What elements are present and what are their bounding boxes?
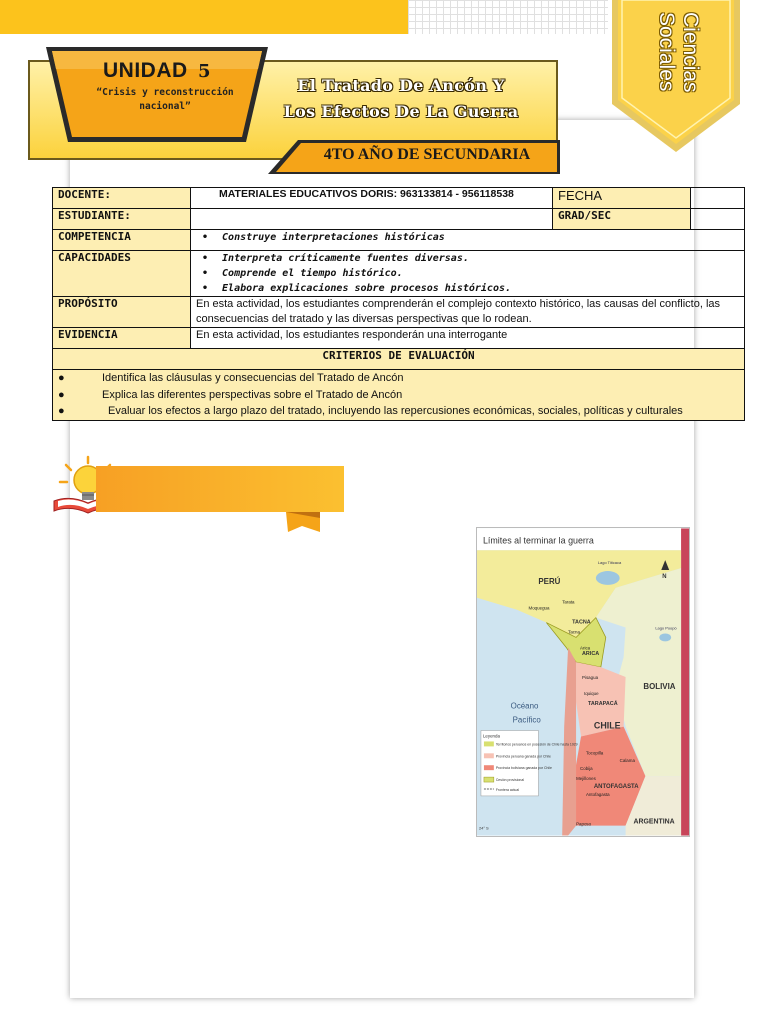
label-tacna: TACNA [572,619,591,626]
title-line2: Los Efectos De La Guerra [283,102,519,121]
capacidad-item: • Elabora explicaciones sobre procesos históricos. [202,281,739,296]
legend-title: Leyenda [482,733,500,739]
fecha-label: FECHA [553,188,691,209]
city-label: Tocopilla [585,750,604,756]
city-label: Tarata [562,599,575,605]
fecha-value[interactable] [691,188,745,209]
subject-line2: Sociales [655,12,678,92]
subject-label [644,8,708,118]
grade-label: 4TO AÑO DE SECUNDARIA [323,146,531,163]
table-row [53,209,745,230]
docente-label: DOCENTE: [53,188,191,209]
city-label: Calama [619,758,635,764]
unidad-number: 5 [198,61,211,82]
north-label: N [662,573,667,580]
competencia-value: • Construye interpretaciones históricas [202,230,739,245]
table-row [53,349,745,370]
evidencia-label: EVIDENCIA [53,328,191,349]
docente-value[interactable]: MATERIALES EDUCATIVOS DORIS: 963133814 - 956118538 [191,188,553,209]
war-boundaries-map [476,527,690,837]
estudiante-label: ESTUDIANTE: [53,209,191,230]
label-arica: ARICA [582,651,600,658]
orange-ribbon [96,466,346,536]
criterio-item [58,370,739,387]
top-yellow-stripe [0,0,408,34]
gradsec-value[interactable] [691,209,745,230]
legend-item: Provincia peruana ganada por Chile [495,754,551,759]
legend-item: Territorios peruanos en posesión de Chile hasta 1929 [495,742,578,747]
lake-label: Lago Titicaca [597,560,622,566]
table-row [53,328,745,349]
evidencia-value: En esta actividad, los estudiantes responderán una interrogante [191,328,745,349]
city-label: Moquegua [528,605,550,611]
label-bolivia: BOLIVIA [643,681,676,691]
title-line1: El Tratado De Ancón Y [297,76,505,95]
competencia-cell [191,230,745,251]
city-label: Mejillones [576,776,596,782]
latitude-label: 24° S [478,825,489,831]
label-ocean-2: Pacífico [512,715,541,725]
label-chile: CHILE [593,720,621,731]
competencia-label: COMPETENCIA [53,230,191,251]
city-label: Paposo [576,821,592,827]
unidad-label: UNIDAD [103,59,188,82]
legend-item: Cesión provisional [495,778,525,783]
proposito-label: PROPÓSITO [53,297,191,328]
capacidad-item: • Interpreta críticamente fuentes diversas. [202,251,739,266]
city-label: Antofagasta [585,791,610,797]
gradsec-label: GRAD/SEC [553,209,691,230]
criterio-text: Evaluar los efectos a largo plazo del tratado, incluyendo las repercusiones económicas, sociales, políticas y culturales [108,405,683,417]
criterio-text: Identifica las cláusulas y consecuencias del Tratado de Ancón [102,372,404,384]
subject-line1: Ciencias [679,12,702,93]
lake-label: Lago Poopó [655,625,677,631]
unidad-subtitle: “Crisis y reconstrucción nacional” [96,87,234,112]
criterio-text: Explica las diferentes perspectivas sobre el Tratado de Ancón [102,388,403,401]
capacidad-item: • Comprende el tiempo histórico. [202,266,739,281]
city-label: Arica [580,645,591,651]
grid-pattern [408,0,608,34]
city-label: Tacna [568,629,580,635]
page-title [262,73,540,125]
criterio-item [58,387,739,404]
legend-item: Provincia boliviana ganada por Chile [495,766,552,771]
estudiante-value[interactable] [191,209,553,230]
label-ocean-1: Océano [510,701,539,711]
criterio-item [58,403,739,420]
info-table [52,187,745,421]
label-peru: PERÚ [538,576,561,586]
table-row [53,188,745,209]
map-title: Límites al terminar la guerra [482,535,594,546]
table-row [53,230,745,251]
city-label: Cobija [580,766,593,772]
proposito-value: En esta actividad, los estudiantes comprenderán el complejo contexto histórico, las causas del conflicto, las consecuencias del tratado y las diversas perspectivas que lo rodean. [191,297,745,328]
label-tarapaca: TARAPACÁ [587,700,618,707]
table-row [53,251,745,297]
bullet-icon: ● [58,372,65,384]
criterios-header: CRITERIOS DE EVALUACIÓN [53,349,745,370]
criterios-cell [53,370,745,421]
legend-item: Frontera actual [495,787,520,792]
city-label: Pisagua [582,675,599,681]
map-legend [481,731,538,796]
capacidades-cell [191,251,745,297]
capacidades-label: CAPACIDADES [53,251,191,297]
table-row [53,370,745,421]
table-row [53,297,745,328]
bullet-icon: ● [58,405,65,417]
bullet-icon: ● [58,388,65,401]
city-label: Iquique [583,690,599,696]
label-argentina: ARGENTINA [633,818,675,826]
label-antofagasta: ANTOFAGASTA [593,784,639,790]
